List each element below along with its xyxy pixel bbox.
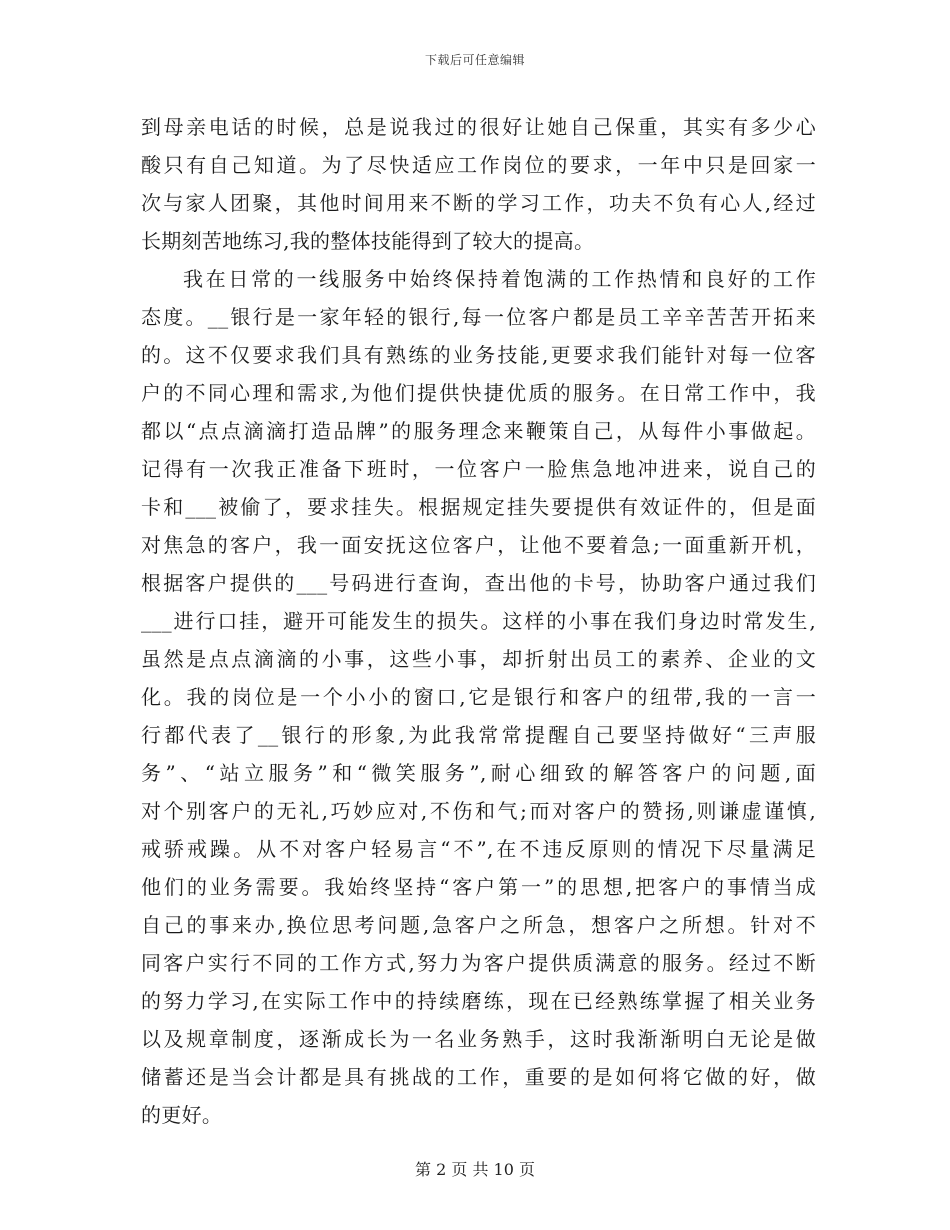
body-line: 卡和___被偷了，要求挂失。根据规定挂失要提供有效证件的，但是面 [141,495,816,519]
body-line: 务”、“站立服务”和“微笑服务”,耐心细致的解答客户的问题,面 [141,761,816,785]
body-line: 酸只有自己知道。为了尽快适应工作岗位的要求，一年中只是回家一 [141,153,816,177]
body-line: 次与家人团聚，其他时间用来不断的学习工作，功夫不负有心人,经过 [141,191,816,215]
body-line: 户的不同心理和需求,为他们提供快捷优质的服务。在日常工作中，我 [141,381,816,405]
body-line: 储蓄还是当会计都是具有挑战的工作，重要的是如何将它做的好，做 [141,1065,816,1089]
body-line: 态度。__银行是一家年轻的银行,每一位客户都是员工辛辛苦苦开拓来 [141,305,816,329]
body-line: 戒骄戒躁。从不对客户轻易言“不”,在不违反原则的情况下尽量满足 [141,837,816,861]
body-line: 根据客户提供的___号码进行查询，查出他的卡号，协助客户通过我们 [141,571,816,595]
body-line: 长期刻苦地练习,我的整体技能得到了较大的提高。 [141,229,595,253]
body-line: 的。这不仅要求我们具有熟练的业务技能,更要求我们能针对每一位客 [141,343,816,367]
body-line: 对个别客户的无礼,巧妙应对,不伤和气;而对客户的赞扬,则谦虚谨慎, [141,799,816,823]
body-line: 行都代表了__银行的形象,为此我常常提醒自己要坚持做好“三声服 [141,723,816,747]
body-line: 虽然是点点滴滴的小事，这些小事，却折射出员工的素养、企业的文 [141,647,816,671]
body-line: 的更好。 [141,1103,223,1127]
body-line: 的努力学习,在实际工作中的持续磨练，现在已经熟练掌握了相关业务 [141,989,816,1013]
body-line: 到母亲电话的时候，总是说我过的很好让她自己保重，其实有多少心 [141,115,816,139]
body-line: 对焦急的客户，我一面安抚这位客户，让他不要着急;一面重新开机， [141,533,816,557]
body-line: 同客户实行不同的工作方式,努力为客户提供质满意的服务。经过不断 [141,951,816,975]
download-edit-note: 下载后可任意编辑 [424,53,525,67]
page-number-footer: 第 2 页 共 10 页 [415,1160,535,1179]
document-body [141,108,816,1134]
body-line: 记得有一次我正准备下班时，一位客户一脸焦急地冲进来，说自己的 [141,457,816,481]
body-line: ___进行口挂，避开可能发生的损失。这样的小事在我们身边时常发生, [141,609,816,633]
body-line: 他们的业务需要。我始终坚持“客户第一”的思想,把客户的事情当成 [141,875,816,899]
body-line: 以及规章制度，逐渐成长为一名业务熟手，这时我渐渐明白无论是做 [141,1027,816,1051]
body-line: 化。我的岗位是一个小小的窗口,它是银行和客户的纽带,我的一言一 [141,685,816,709]
body-line: 自己的事来办,换位思考问题,急客户之所急，想客户之所想。针对不 [141,913,816,937]
body-line: 都以“点点滴滴打造品牌”的服务理念来鞭策自己，从每件小事做起。 [141,419,816,443]
paragraph-start-line: 我在日常的一线服务中始终保持着饱满的工作热情和良好的工作 [183,267,816,291]
